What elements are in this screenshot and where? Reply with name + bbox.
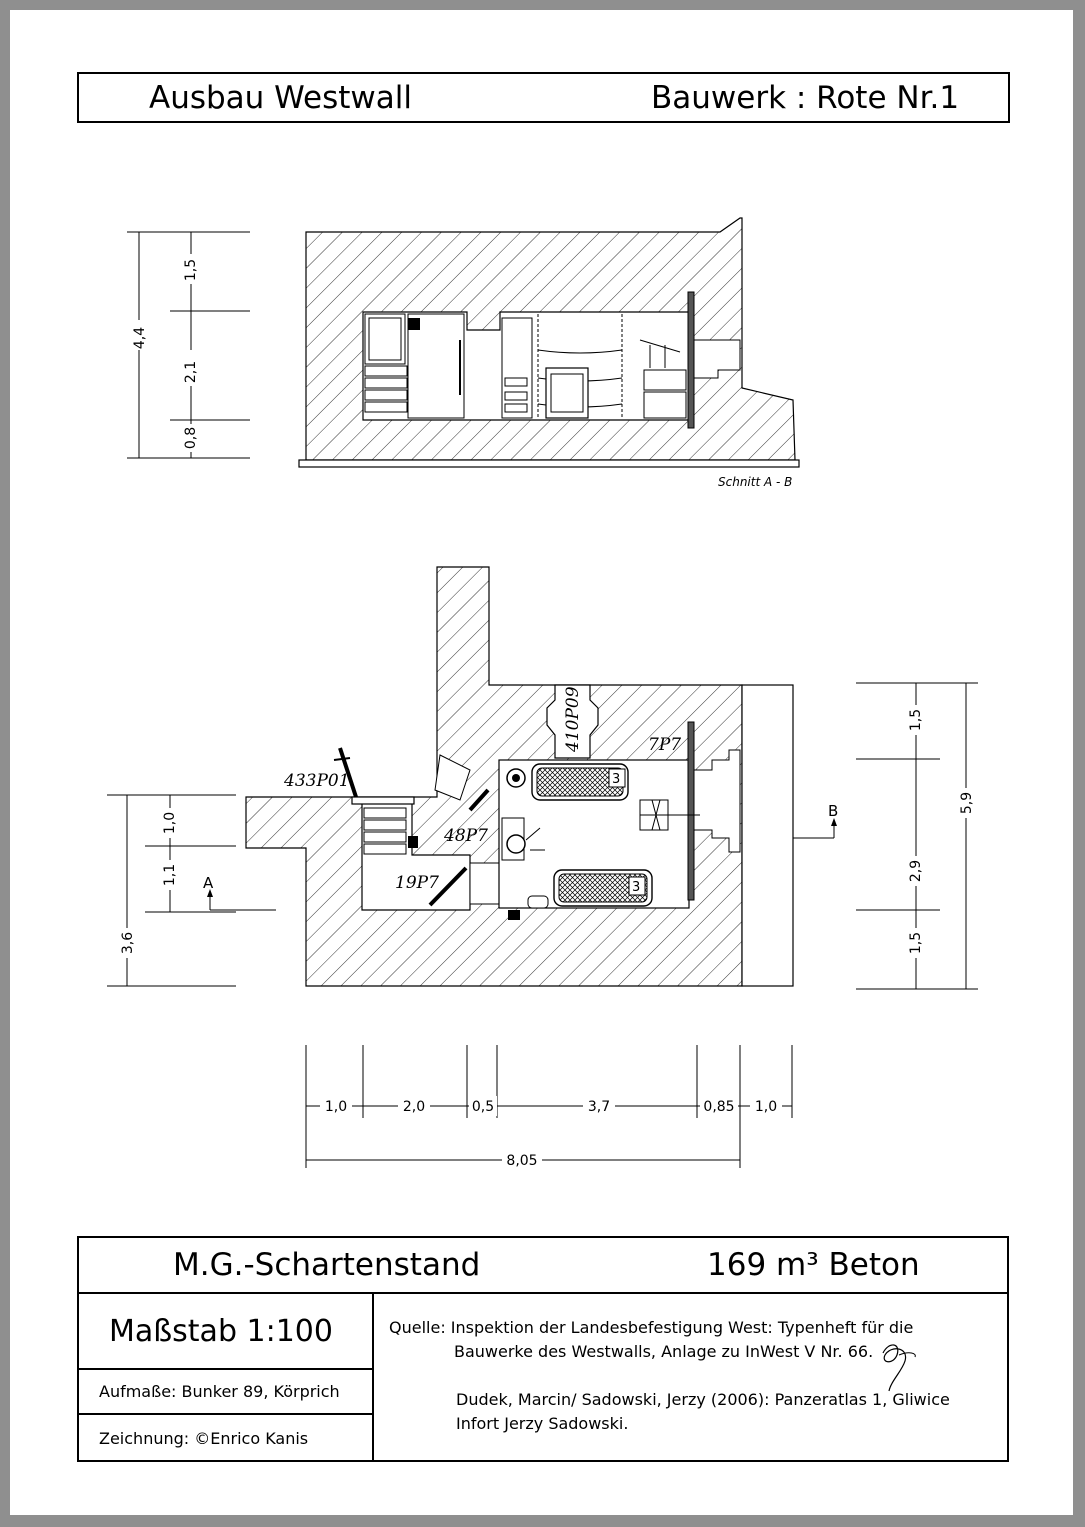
section-caption: Schnitt A - B (718, 475, 793, 489)
bunker-type: M.G.-Schartenstand (173, 1247, 481, 1283)
scale: Maßstab 1:100 (109, 1314, 333, 1349)
signature (869, 1333, 929, 1393)
dim-plan-right-middle: 2,9 (908, 859, 924, 883)
armor-plate (688, 292, 694, 428)
section-view (127, 218, 799, 489)
dim-section-top: 1,5 (183, 258, 199, 282)
source-line-2: Bauwerke des Westwalls, Anlage zu InWest V Nr. 66. (454, 1342, 874, 1361)
label-7p7: 7P7 (648, 735, 682, 755)
dim-plan-bottom-4: 3,7 (587, 1099, 611, 1115)
dim-plan-right-top: 1,5 (908, 708, 924, 732)
bunk-upper-count: 3 (612, 772, 621, 787)
label-410p09: 410P09 (563, 686, 583, 752)
label-19p7: 19P7 (395, 873, 439, 893)
dim-plan-bottom-3: 0,5 (471, 1099, 495, 1115)
drawing-cell (79, 1415, 372, 1460)
dim-plan-bottom-1: 1,0 (324, 1099, 348, 1115)
dim-section-bottom: 0,8 (183, 426, 199, 450)
reference-line-1: Dudek, Marcin/ Sadowski, Jerzy (2006): Panzeratlas 1, Gliwice (456, 1390, 950, 1409)
dim-plan-right-bottom: 1,5 (908, 931, 924, 955)
section-stove (502, 318, 532, 418)
dim-plan-left-lower: 1,1 (162, 863, 178, 887)
label-48p7: 48P7 (444, 826, 488, 846)
marker-a: A (203, 874, 214, 892)
title-block (77, 1236, 1009, 1462)
dim-plan-left-upper: 1,0 (162, 811, 178, 835)
section-ground-slab (299, 460, 799, 467)
survey-info: Aufmaße: Bunker 89, Körprich (99, 1382, 340, 1401)
dim-plan-right-total: 5,9 (959, 791, 975, 815)
bunk-lower-count: 3 (632, 880, 641, 895)
section-mg-table (644, 370, 686, 390)
dim-plan-left-total: 3,6 (120, 931, 136, 955)
dim-plan-bottom-5: 0,85 (703, 1099, 735, 1115)
dim-section-total: 4,4 (132, 326, 148, 350)
reference-line-2: Infort Jerzy Sadowski. (456, 1414, 629, 1433)
plan-armor-plate (688, 722, 694, 900)
door-433p01 (352, 797, 414, 804)
title-block-top-row (79, 1238, 1007, 1294)
source-line-1: Quelle: Inspektion der Landesbefestigung West: Typenheft für die (389, 1318, 914, 1337)
plan-front-wall (742, 685, 793, 986)
project-title: Ausbau Westwall (149, 80, 412, 116)
survey-cell (79, 1370, 372, 1415)
label-433p01: 433P01 (284, 771, 350, 791)
drawing-credit: Zeichnung: ©Enrico Kanis (99, 1429, 309, 1448)
scale-cell (79, 1294, 372, 1370)
dim-plan-bottom-total: 8,05 (506, 1153, 538, 1169)
dim-plan-bottom-2: 2,0 (402, 1099, 426, 1115)
title-block-left-col (79, 1294, 374, 1460)
plan-view (107, 567, 978, 1170)
dim-section-middle: 2,1 (183, 360, 199, 384)
hand-pump (507, 835, 525, 853)
concrete-volume: 169 m³ Beton (707, 1247, 920, 1283)
marker-b: B (828, 802, 839, 820)
building-title: Bauwerk : Rote Nr.1 (651, 80, 960, 116)
dim-plan-bottom-6: 1,0 (754, 1099, 778, 1115)
